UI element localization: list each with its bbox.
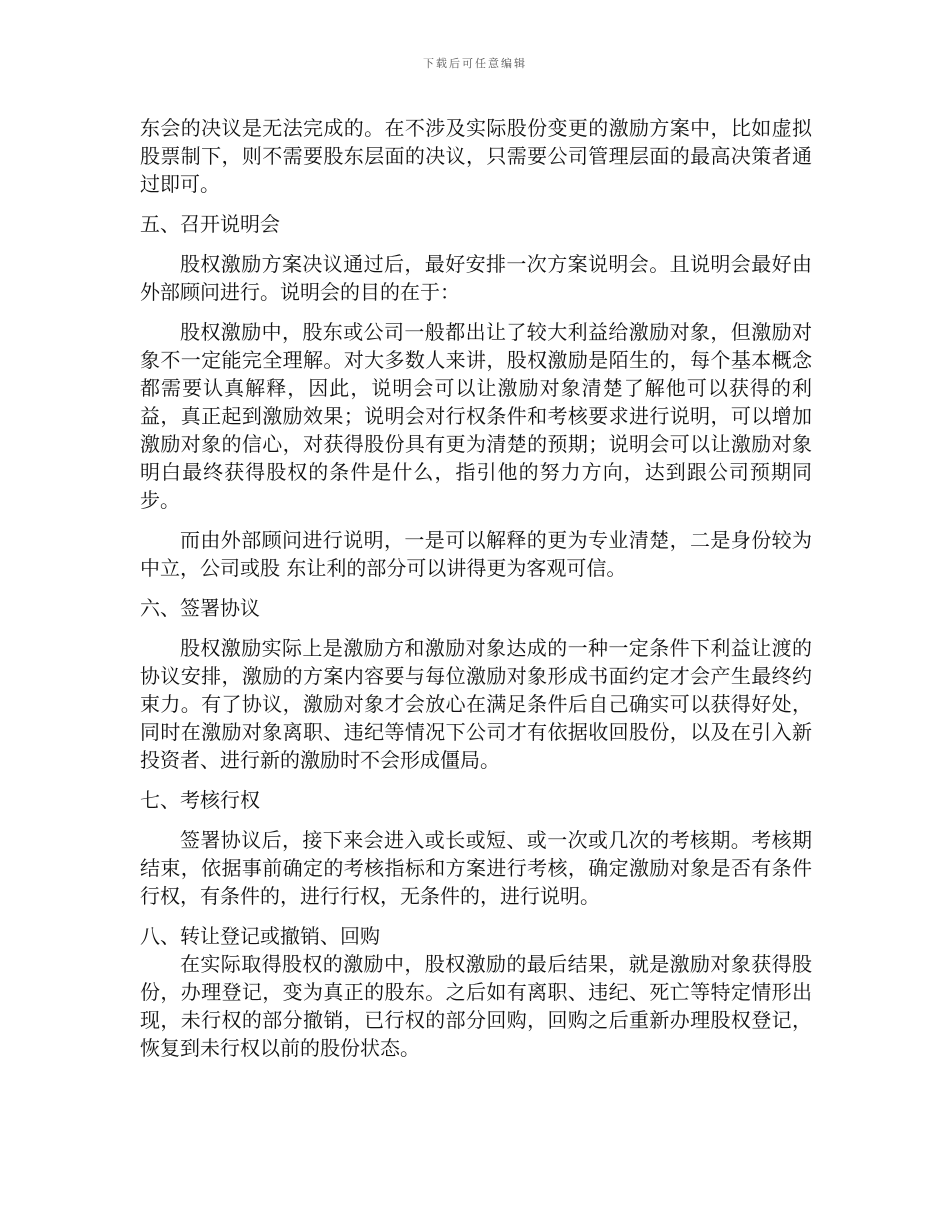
section-heading-8: 八、转让登记或撤销、回购 <box>140 924 380 948</box>
section-heading-7: 七、考核行权 <box>140 788 260 812</box>
page-header: 下载后可任意编辑 <box>423 57 527 70</box>
section-5-paragraph-1: 股权激励方案决议通过后，最好安排一次方案说明会。且说明会最好由外部顾问进行。说明会的目的在于： <box>140 252 812 304</box>
document-body <box>140 114 812 1074</box>
section-6-paragraph-1: 股权激励实际上是激励方和激励对象达成的一种一定条件下利益让渡的协议安排，激励的方案内容要与每位激励对象形成书面约定才会产生最终约束力。有了协议，激励对象才会放心在满足条件后自己确实可以获得好处，同时在激励对象离职、违纪等情况下公司才有依据收回股份，以及在引入新投资者、进行新的激励时不会形成僵局。 <box>140 636 812 772</box>
section-5-paragraph-3: 而由外部顾问进行说明，一是可以解释的更为专业清楚，二是身份较为中立，公司或股 东让利的部分可以讲得更为客观可信。 <box>140 528 812 580</box>
section-5-paragraph-2: 股权激励中，股东或公司一般都出让了较大利益给激励对象，但激励对象不一定能完全理解。对大多数人来讲，股权激励是陌生的，每个基本概念都需要认真解释，因此，说明会可以让激励对象清楚了解他可以获得的利益，真正起到激励效果；说明会对行权条件和考核要求进行说明，可以增加激励对象的信心，对获得股份具有更为清楚的预期；说明会可以让激励对象明白最终获得股权的条件是什么，指引他的努力方向，达到跟公司预期同步。 <box>140 320 812 512</box>
section-7-paragraph-1: 签署协议后，接下来会进入或长或短、或一次或几次的考核期。考核期结束，依据事前确定的考核指标和方案进行考核，确定激励对象是否有条件行权，有条件的，进行行权，无条件的，进行说明。 <box>140 828 812 908</box>
section-heading-5: 五、召开说明会 <box>140 212 280 236</box>
section-8-paragraph-1: 在实际取得股权的激励中，股权激励的最后结果，就是激励对象获得股份，办理登记，变为真正的股东。之后如有离职、违纪、死亡等特定情形出现，未行权的部分撤销，已行权的部分回购，回购之后重新办理股权登记，恢复到未行权以前的股份状态。 <box>140 952 812 1060</box>
intro-paragraph: 东会的决议是无法完成的。在不涉及实际股份变更的激励方案中，比如虚拟股票制下，则不需要股东层面的决议，只需要公司管理层面的最高决策者通过即可。 <box>140 116 812 196</box>
section-heading-6: 六、签署协议 <box>140 596 260 620</box>
